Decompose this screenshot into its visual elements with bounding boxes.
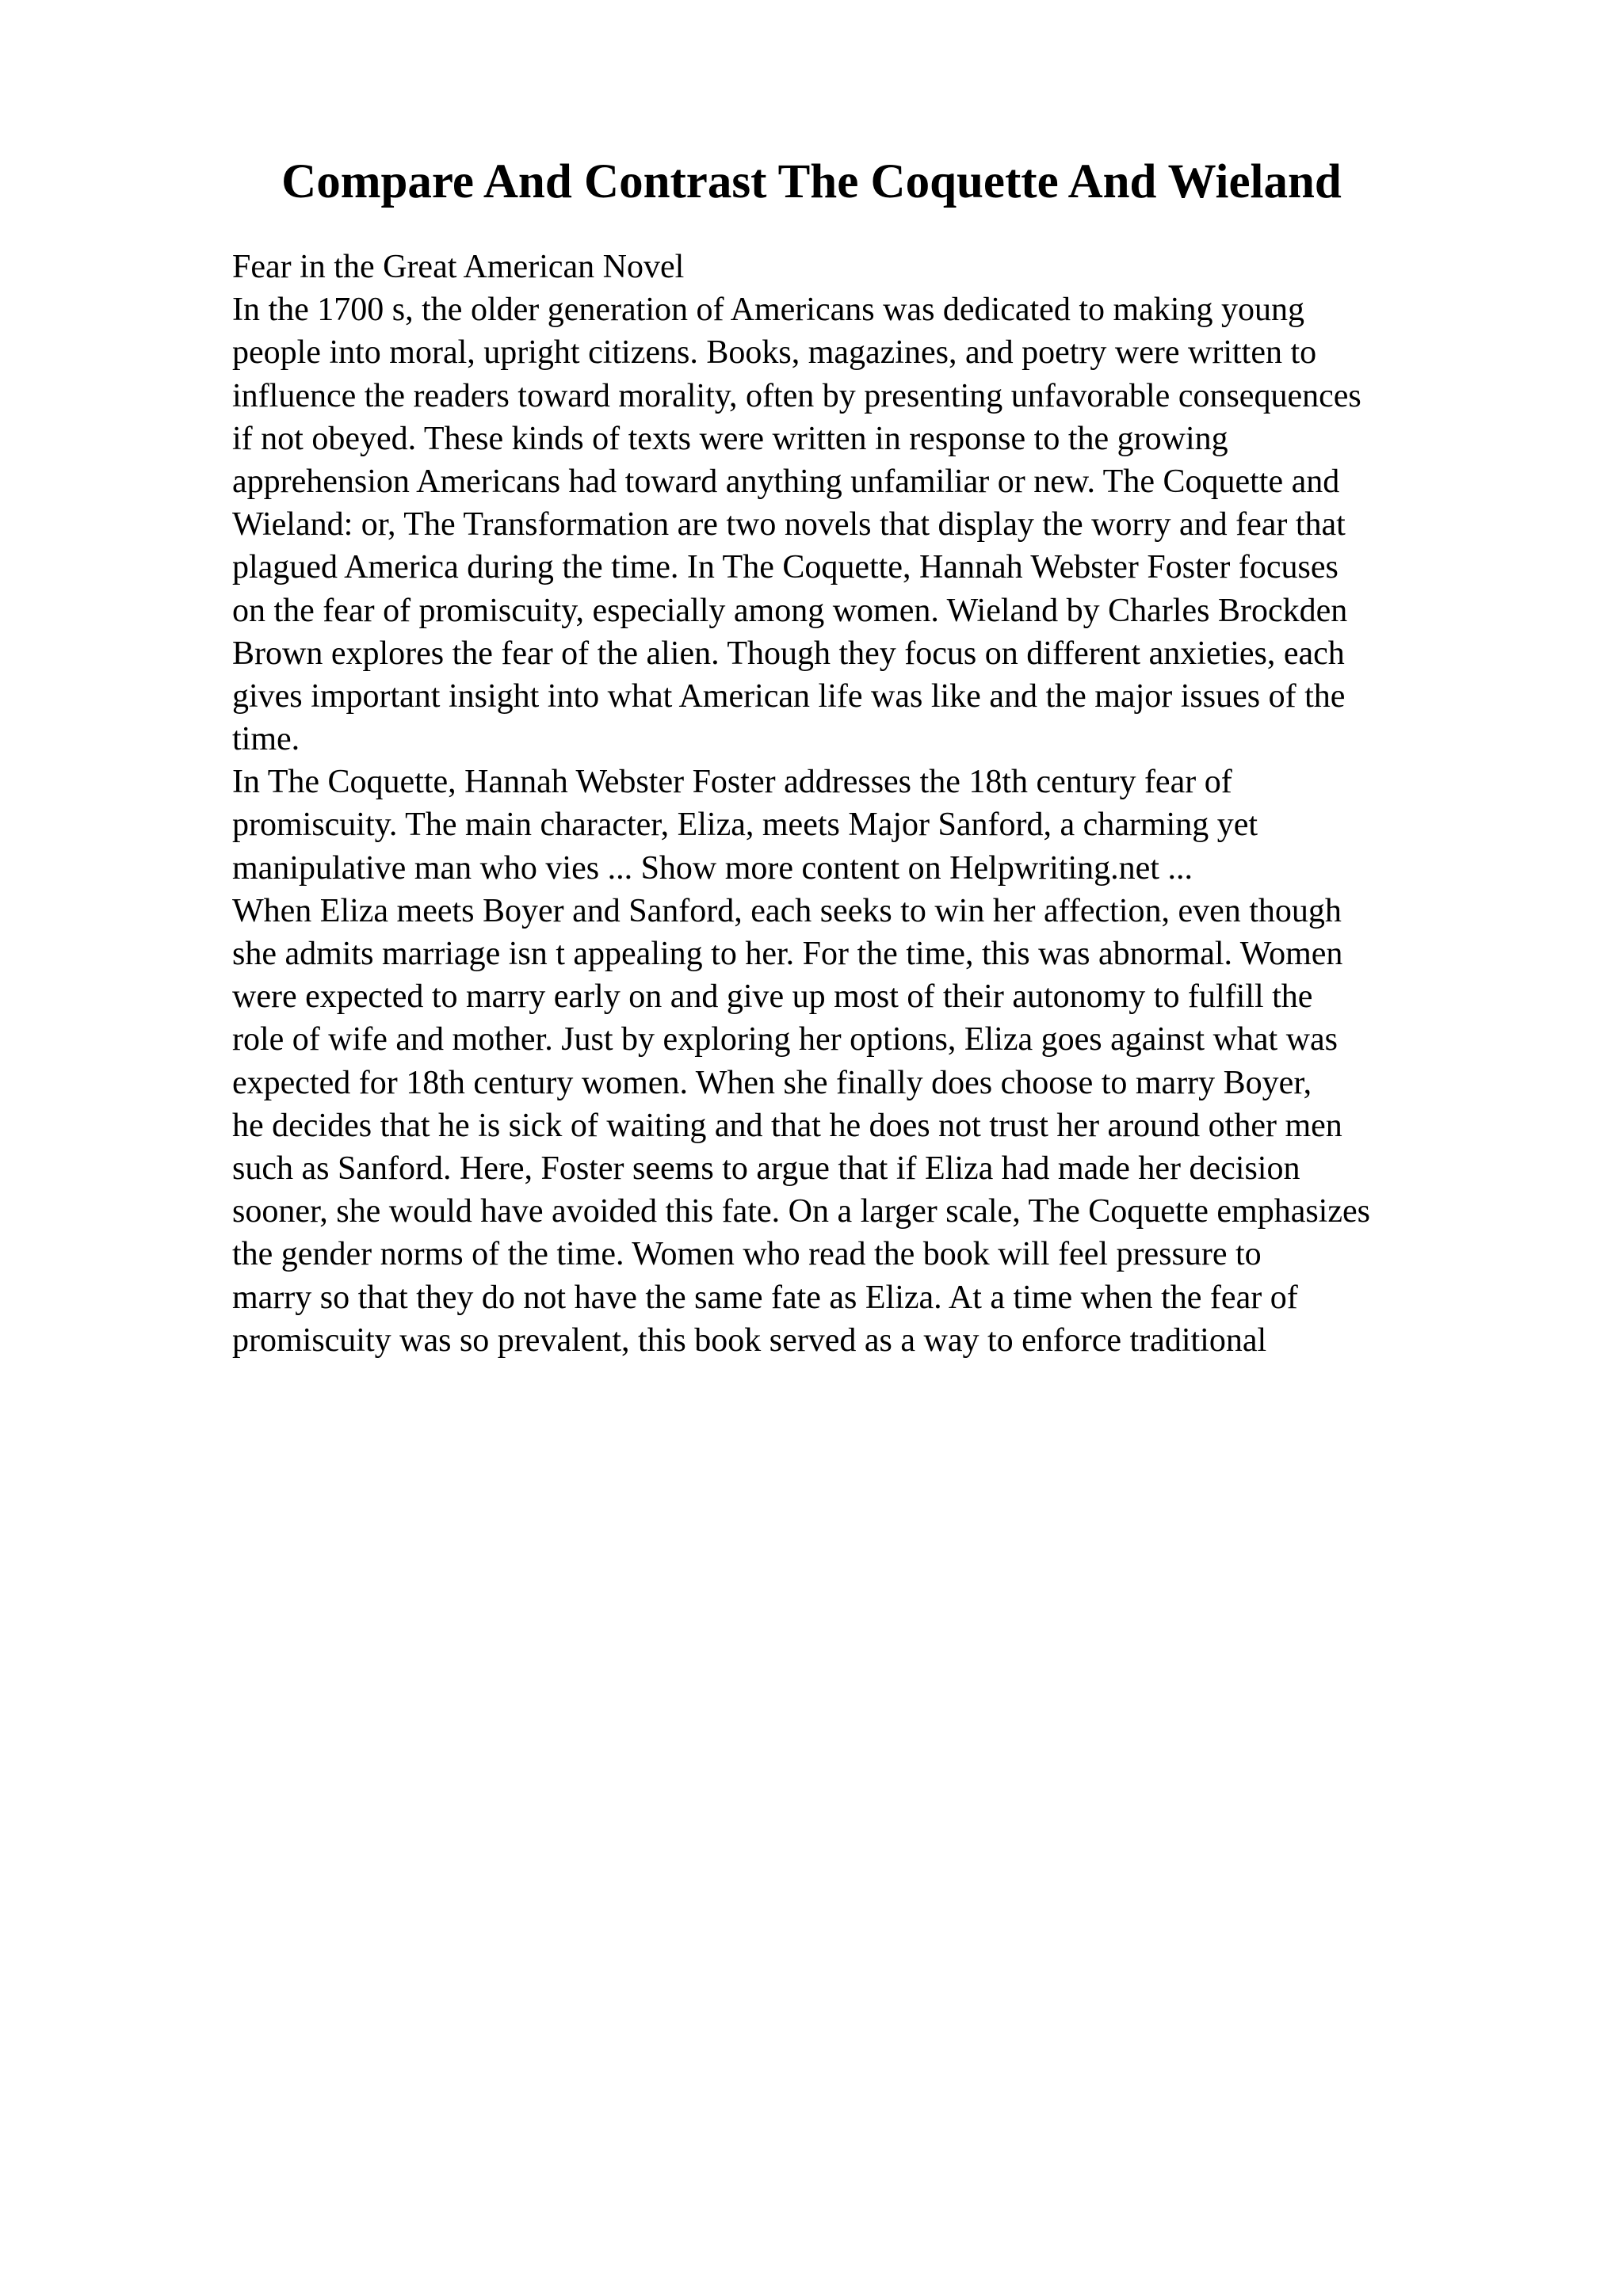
- text-line: time.: [232, 721, 300, 758]
- text-line: Wieland: or, The Transformation are two novels that display the worry and fear that: [232, 506, 1346, 543]
- text-line: apprehension Americans had toward anything unfamiliar or new. The Coquette and: [232, 463, 1340, 500]
- text-line: Brown explores the fear of the alien. Though they focus on different anxieties, each: [232, 635, 1345, 672]
- text-line: In The Coquette, Hannah Webster Foster addresses the 18th century fear of: [232, 764, 1232, 801]
- text-line: plagued America during the time. In The Coquette, Hannah Webster Foster focuses: [232, 549, 1338, 586]
- text-line: influence the readers toward morality, often by presenting unfavorable consequences: [232, 377, 1361, 414]
- text-line: promiscuity. The main character, Eliza, meets Major Sanford, a charming yet: [232, 807, 1258, 844]
- text-line: role of wife and mother. Just by exploring her options, Eliza goes against what was: [232, 1021, 1338, 1058]
- text-line: gives important insight into what American life was like and the major issues of the: [232, 677, 1346, 715]
- text-line: promiscuity was so prevalent, this book served as a way to enforce traditional: [232, 1322, 1267, 1359]
- document-body: [232, 246, 1595, 1362]
- text-line: expected for 18th century women. When she finally does choose to marry Boyer,: [232, 1064, 1312, 1101]
- text-line: were expected to marry early on and give up most of their autonomy to fulfill the: [232, 978, 1313, 1016]
- text-line: Fear in the Great American Novel: [232, 249, 685, 285]
- text-line: he decides that he is sick of waiting and that he does not trust her around other men: [232, 1107, 1342, 1144]
- text-line: sooner, she would have avoided this fate. On a larger scale, The Coquette emphasizes: [232, 1193, 1370, 1230]
- text-line: the gender norms of the time. Women who read the book will feel pressure to: [232, 1236, 1262, 1273]
- text-line: if not obeyed. These kinds of texts were written in response to the growing: [232, 420, 1228, 457]
- document-title: Compare And Contrast The Coquette And Wieland: [281, 155, 1342, 208]
- text-line: In the 1700 s, the older generation of Americans was dedicated to making young: [232, 292, 1304, 329]
- text-line: she admits marriage isn t appealing to her. For the time, this was abnormal. Women: [232, 936, 1343, 972]
- text-line: marry so that they do not have the same fate as Eliza. At a time when the fear of: [232, 1279, 1298, 1316]
- text-line: manipulative man who vies ... Show more content on Helpwriting.net ...: [232, 849, 1193, 887]
- text-line: such as Sanford. Here, Foster seems to argue that if Eliza had made her decision: [232, 1150, 1300, 1187]
- text-line: on the fear of promiscuity, especially among women. Wieland by Charles Brockden: [232, 592, 1348, 629]
- text-line: people into moral, upright citizens. Books, magazines, and poetry were written to: [232, 334, 1317, 372]
- text-line: When Eliza meets Boyer and Sanford, each seeks to win her affection, even though: [232, 892, 1342, 929]
